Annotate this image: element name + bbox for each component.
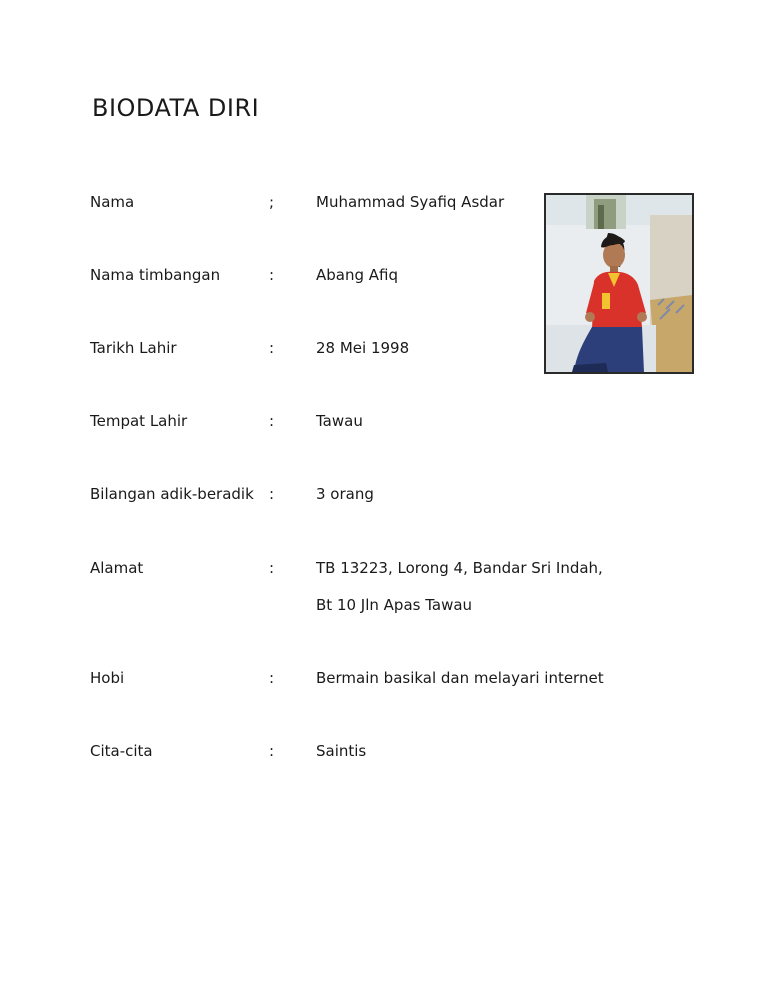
- field-value: 28 Mei 1998: [316, 339, 410, 357]
- field-value: Muhammad Syafiq Asdar: [316, 193, 505, 211]
- page-title: BIODATA DIRI: [92, 94, 260, 122]
- field-value: 3 orang: [316, 485, 374, 503]
- field-separator: :: [269, 339, 275, 357]
- field-label: Nama: [90, 193, 135, 211]
- field-label: Cita-cita: [90, 742, 153, 760]
- field-separator: :: [269, 266, 275, 284]
- field-label: Alamat: [90, 559, 144, 577]
- field-separator: ;: [269, 193, 275, 211]
- field-value: Bermain basikal dan melayari internet: [316, 669, 604, 687]
- field-separator: :: [269, 485, 275, 503]
- profile-photo: [544, 193, 694, 374]
- field-label: Bilangan adik-beradik: [90, 485, 254, 503]
- field-label: Tempat Lahir: [90, 412, 188, 430]
- field-label: Hobi: [90, 669, 125, 687]
- field-separator: :: [269, 412, 275, 430]
- field-separator: :: [269, 669, 275, 687]
- field-label: Nama timbangan: [90, 266, 221, 284]
- field-row-cita-cita: [0, 742, 768, 766]
- field-value: Abang Afiq: [316, 266, 399, 284]
- profile-photo-illustration: [546, 195, 692, 372]
- field-row-hobi: [0, 669, 768, 693]
- field-label: Tarikh Lahir: [90, 339, 177, 357]
- field-separator: :: [269, 742, 275, 760]
- field-value: Tawau: [316, 412, 363, 430]
- field-value: TB 13223, Lorong 4, Bandar Sri Indah,: [316, 559, 603, 577]
- field-row-alamat: [0, 559, 768, 619]
- field-value: Saintis: [316, 742, 367, 760]
- field-row-tempat-lahir: [0, 412, 768, 436]
- field-separator: :: [269, 559, 275, 577]
- field-value-line2: Bt 10 Jln Apas Tawau: [316, 596, 473, 614]
- field-row-bilangan-adik-beradik: [0, 485, 768, 509]
